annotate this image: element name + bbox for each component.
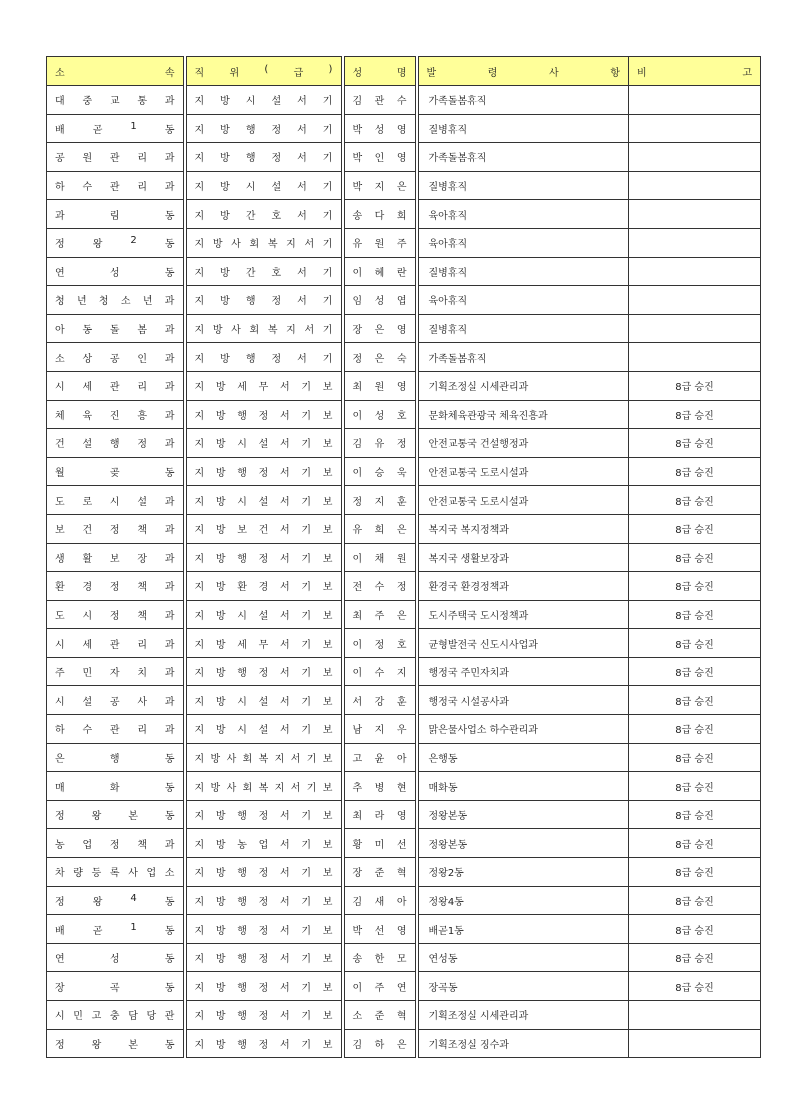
cell-position: 지 방 사 회 복 지 서 기 [185,228,343,257]
cell-department: 시 세 관 리 과 [47,629,185,658]
table-row [47,543,761,572]
table-row [47,829,761,858]
cell-position: 지 방 세 무 서 기 보 [185,629,343,658]
cell-assignment: 질병휴직 [417,314,629,343]
cell-department: 대 중 교 통 과 [47,86,185,115]
cell-remarks: 8급 승진 [629,400,761,429]
cell-remarks: 8급 승진 [629,457,761,486]
cell-name: 서 강 훈 [343,686,417,715]
cell-name: 남 지 우 [343,715,417,744]
cell-assignment: 질병휴직 [417,171,629,200]
table-row [47,343,761,372]
cell-remarks [629,143,761,172]
table-row [47,686,761,715]
table-row [47,943,761,972]
cell-assignment: 도시주택국 도시정책과 [417,600,629,629]
table-row [47,572,761,601]
cell-assignment: 안전교통국 건설행정과 [417,429,629,458]
table-row [47,114,761,143]
table-row [47,1029,761,1058]
cell-department: 생 활 보 장 과 [47,543,185,572]
cell-assignment: 육아휴직 [417,228,629,257]
cell-position: 지 방 행 정 서 기 보 [185,1001,343,1030]
cell-name: 김 관 수 [343,86,417,115]
cell-remarks: 8급 승진 [629,572,761,601]
cell-position: 지 방 행 정 서 기 보 [185,1029,343,1058]
cell-name: 소 준 혁 [343,1001,417,1030]
cell-position: 지 방 행 정 서 기 보 [185,943,343,972]
cell-assignment: 정왕본동 [417,800,629,829]
cell-name: 박 선 영 [343,915,417,944]
cell-name: 유 원 주 [343,228,417,257]
table-row [47,629,761,658]
cell-assignment: 장곡동 [417,972,629,1001]
cell-assignment: 육아휴직 [417,286,629,315]
cell-position: 지 방 행 정 서 기 보 [185,800,343,829]
cell-position: 지 방 시 설 서 기 [185,171,343,200]
cell-assignment: 환경국 환경정책과 [417,572,629,601]
cell-assignment: 문화체육관광국 체육진흥과 [417,400,629,429]
cell-name: 임 성 엽 [343,286,417,315]
cell-remarks [629,86,761,115]
cell-name: 이 수 지 [343,657,417,686]
table-row [47,171,761,200]
cell-name: 이 주 연 [343,972,417,1001]
cell-remarks: 8급 승진 [629,972,761,1001]
cell-position: 지 방 시 설 서 기 보 [185,429,343,458]
cell-remarks: 8급 승진 [629,686,761,715]
cell-assignment: 복지국 생활보장과 [417,543,629,572]
cell-department: 체 육 진 흥 과 [47,400,185,429]
cell-department: 농 업 정 책 과 [47,829,185,858]
table-row [47,429,761,458]
personnel-order-table [46,56,761,1058]
cell-remarks: 8급 승진 [629,600,761,629]
cell-position: 지 방 사 회 복 지 서 기 [185,314,343,343]
cell-position: 지 방 세 무 서 기 보 [185,371,343,400]
cell-position: 지 방 행 정 서 기 보 [185,886,343,915]
cell-name: 장 은 영 [343,314,417,343]
cell-department: 도 시 정 책 과 [47,600,185,629]
table-row [47,486,761,515]
cell-name: 최 라 영 [343,800,417,829]
cell-assignment: 행정국 시설공사과 [417,686,629,715]
cell-remarks [629,228,761,257]
header-department: 소 속 [47,57,185,86]
cell-position: 지 방 행 정 서 기 보 [185,457,343,486]
header-position: 직 위 ( 급 ) [185,57,343,86]
cell-department: 정 왕 본 동 [47,1029,185,1058]
cell-assignment: 매화동 [417,772,629,801]
cell-assignment: 기획조정실 징수과 [417,1029,629,1058]
cell-name: 김 유 정 [343,429,417,458]
table-row [47,514,761,543]
cell-position: 지 방 행 정 서 기 [185,343,343,372]
cell-position: 지 방 시 설 서 기 보 [185,686,343,715]
table-row [47,1001,761,1030]
cell-name: 전 수 정 [343,572,417,601]
cell-department: 주 민 자 치 과 [47,657,185,686]
cell-position: 지 방 간 호 서 기 [185,257,343,286]
cell-department: 소 상 공 인 과 [47,343,185,372]
cell-position: 지 방 행 정 서 기 [185,143,343,172]
cell-position: 지 방 시 설 서 기 보 [185,486,343,515]
cell-department: 과 림 동 [47,200,185,229]
cell-name: 송 다 희 [343,200,417,229]
cell-assignment: 질병휴직 [417,257,629,286]
cell-department: 하 수 관 리 과 [47,171,185,200]
cell-name: 유 희 은 [343,514,417,543]
cell-name: 이 승 욱 [343,457,417,486]
cell-department: 공 원 관 리 과 [47,143,185,172]
cell-remarks: 8급 승진 [629,715,761,744]
table-row [47,228,761,257]
cell-name: 장 준 혁 [343,858,417,887]
cell-remarks: 8급 승진 [629,858,761,887]
table-row [47,143,761,172]
cell-assignment: 질병휴직 [417,114,629,143]
cell-remarks [629,257,761,286]
cell-department: 정 왕 2 동 [47,228,185,257]
cell-remarks: 8급 승진 [629,629,761,658]
table-row [47,657,761,686]
cell-position: 지 방 시 설 서 기 보 [185,715,343,744]
cell-department: 매 화 동 [47,772,185,801]
table-row [47,886,761,915]
cell-assignment: 가족돌봄휴직 [417,143,629,172]
cell-position: 지 방 보 건 서 기 보 [185,514,343,543]
header-remarks: 비 고 [629,57,761,86]
cell-name: 김 하 은 [343,1029,417,1058]
cell-position: 지 방 환 경 서 기 보 [185,572,343,601]
cell-department: 아 동 돌 봄 과 [47,314,185,343]
cell-remarks: 8급 승진 [629,543,761,572]
cell-name: 이 채 원 [343,543,417,572]
cell-department: 배 곧 1 동 [47,915,185,944]
table-row [47,715,761,744]
table-row [47,286,761,315]
cell-assignment: 안전교통국 도로시설과 [417,457,629,486]
cell-department: 시 세 관 리 과 [47,371,185,400]
cell-position: 지 방 행 정 서 기 보 [185,972,343,1001]
cell-department: 하 수 관 리 과 [47,715,185,744]
cell-department: 도 로 시 설 과 [47,486,185,515]
cell-department: 환 경 정 책 과 [47,572,185,601]
cell-name: 황 미 선 [343,829,417,858]
cell-name: 김 새 아 [343,886,417,915]
cell-assignment: 복지국 복지정책과 [417,514,629,543]
cell-name: 박 인 영 [343,143,417,172]
cell-assignment: 가족돌봄휴직 [417,343,629,372]
cell-department: 시 설 공 사 과 [47,686,185,715]
table-row [47,858,761,887]
cell-position: 지 방 행 정 서 기 보 [185,915,343,944]
cell-assignment: 기획조정실 시세관리과 [417,1001,629,1030]
table-header-row [47,57,761,86]
cell-department: 정 왕 본 동 [47,800,185,829]
cell-department: 건 설 행 정 과 [47,429,185,458]
cell-name: 정 은 숙 [343,343,417,372]
table-row [47,86,761,115]
cell-position: 지 방 농 업 서 기 보 [185,829,343,858]
cell-department: 연 성 동 [47,257,185,286]
cell-department: 은 행 동 [47,743,185,772]
cell-remarks [629,1029,761,1058]
cell-remarks [629,114,761,143]
cell-remarks [629,286,761,315]
table-row [47,972,761,1001]
cell-remarks [629,343,761,372]
cell-name: 추 병 현 [343,772,417,801]
cell-department: 보 건 정 책 과 [47,514,185,543]
cell-remarks: 8급 승진 [629,829,761,858]
cell-remarks: 8급 승진 [629,772,761,801]
cell-department: 배 곧 1 동 [47,114,185,143]
table-row [47,200,761,229]
cell-department: 연 성 동 [47,943,185,972]
cell-remarks: 8급 승진 [629,743,761,772]
cell-assignment: 맑은물사업소 하수관리과 [417,715,629,744]
cell-assignment: 육아휴직 [417,200,629,229]
table-row [47,915,761,944]
cell-assignment: 정왕2동 [417,858,629,887]
cell-assignment: 은행동 [417,743,629,772]
cell-remarks: 8급 승진 [629,429,761,458]
cell-position: 지 방 행 정 서 기 보 [185,543,343,572]
cell-position: 지 방 행 정 서 기 보 [185,858,343,887]
cell-name: 최 주 은 [343,600,417,629]
cell-name: 박 성 영 [343,114,417,143]
cell-assignment: 배곧1동 [417,915,629,944]
cell-position: 지 방 행 정 서 기 [185,114,343,143]
cell-assignment: 안전교통국 도로시설과 [417,486,629,515]
cell-department: 장 곡 동 [47,972,185,1001]
cell-position: 지 방 시 설 서 기 보 [185,600,343,629]
cell-name: 최 원 영 [343,371,417,400]
cell-name: 정 지 훈 [343,486,417,515]
cell-department: 월 곶 동 [47,457,185,486]
table-row [47,371,761,400]
cell-name: 고 윤 아 [343,743,417,772]
cell-position: 지 방 행 정 서 기 보 [185,400,343,429]
table-row [47,800,761,829]
cell-department: 청 년 청 소 년 과 [47,286,185,315]
cell-assignment: 연성동 [417,943,629,972]
cell-remarks: 8급 승진 [629,657,761,686]
header-name: 성 명 [343,57,417,86]
cell-position: 지 방 사 회 복 지 서 기 보 [185,743,343,772]
cell-name: 이 성 호 [343,400,417,429]
header-assignment: 발 령 사 항 [417,57,629,86]
cell-assignment: 가족돌봄휴직 [417,86,629,115]
cell-department: 시 민 고 충 담 당 관 [47,1001,185,1030]
cell-remarks: 8급 승진 [629,514,761,543]
cell-name: 이 혜 란 [343,257,417,286]
table-row [47,400,761,429]
cell-remarks: 8급 승진 [629,943,761,972]
cell-position: 지 방 간 호 서 기 [185,200,343,229]
cell-remarks [629,1001,761,1030]
cell-remarks: 8급 승진 [629,371,761,400]
table-row [47,257,761,286]
cell-position: 지 방 사 회 복 지 서 기 보 [185,772,343,801]
cell-remarks: 8급 승진 [629,886,761,915]
table-row [47,772,761,801]
cell-assignment: 정왕본동 [417,829,629,858]
table-row [47,457,761,486]
cell-remarks: 8급 승진 [629,800,761,829]
cell-remarks: 8급 승진 [629,915,761,944]
cell-name: 송 한 모 [343,943,417,972]
table-row [47,314,761,343]
cell-position: 지 방 행 정 서 기 보 [185,657,343,686]
cell-remarks [629,171,761,200]
table-row [47,743,761,772]
table-row [47,600,761,629]
cell-department: 차 량 등 록 사 업 소 [47,858,185,887]
cell-name: 박 지 은 [343,171,417,200]
cell-assignment: 정왕4동 [417,886,629,915]
cell-name: 이 정 호 [343,629,417,658]
cell-remarks [629,200,761,229]
cell-position: 지 방 행 정 서 기 [185,286,343,315]
cell-remarks: 8급 승진 [629,486,761,515]
cell-department: 정 왕 4 동 [47,886,185,915]
cell-assignment: 기획조정실 시세관리과 [417,371,629,400]
cell-position: 지 방 시 설 서 기 [185,86,343,115]
cell-remarks [629,314,761,343]
cell-assignment: 행정국 주민자치과 [417,657,629,686]
cell-assignment: 균형발전국 신도시사업과 [417,629,629,658]
